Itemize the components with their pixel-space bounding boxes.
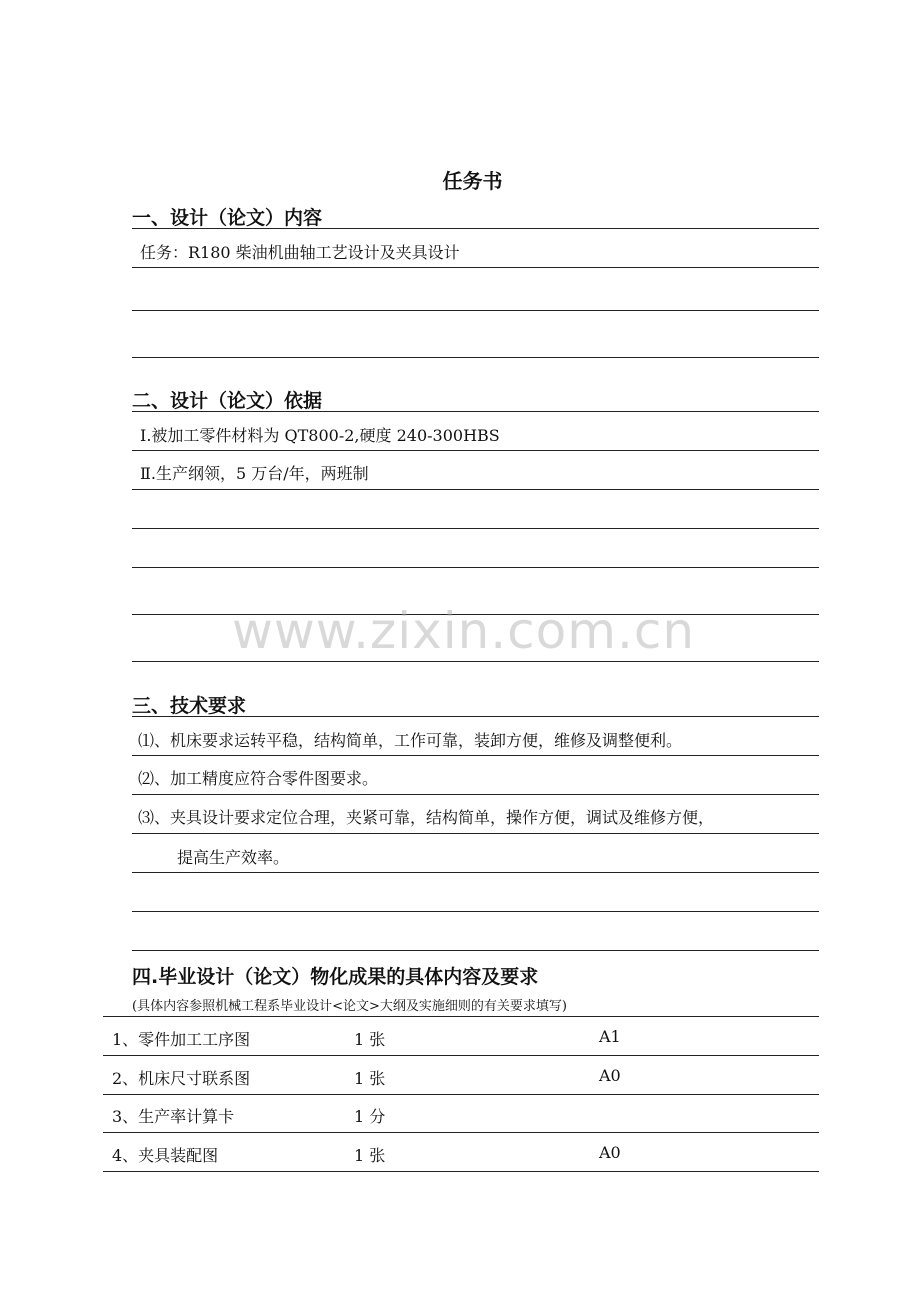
table-bottom-border xyxy=(103,1171,819,1172)
section2-material-line: Ⅰ.被加工零件材料为 QT800-2,硬度 240-300HBS xyxy=(140,426,500,445)
section4-note: (具体内容参照机械工程系毕业设计<论文>大纲及实施细则的有关要求填写) xyxy=(132,999,567,1014)
section3-item-2: ⑵、加工精度应符合零件图要求。 xyxy=(138,769,379,788)
deliverable-quantity: 1 张 xyxy=(354,1069,386,1088)
section3-item-3-continuation: 提高生产效率。 xyxy=(177,848,290,867)
divider xyxy=(132,755,819,756)
table-top-border xyxy=(103,1016,819,1017)
table-row-divider xyxy=(103,1055,819,1056)
deliverable-quantity: 1 张 xyxy=(354,1146,386,1165)
divider xyxy=(132,450,819,451)
divider xyxy=(132,911,819,912)
deliverable-name: 3、生产率计算卡 xyxy=(112,1107,235,1126)
divider xyxy=(132,310,819,311)
divider xyxy=(132,267,819,268)
section4-heading: 四.毕业设计（论文）物化成果的具体内容及要求 xyxy=(132,966,539,988)
divider xyxy=(132,567,819,568)
divider xyxy=(132,833,819,834)
section3-item-3: ⑶、夹具设计要求定位合理，夹紧可靠，结构简单，操作方便，调试及维修方便， xyxy=(138,808,715,827)
divider xyxy=(132,528,819,529)
table-row-divider xyxy=(103,1132,819,1133)
divider xyxy=(132,716,819,717)
divider xyxy=(132,489,819,490)
divider xyxy=(132,872,819,873)
deliverable-paper-size: A1 xyxy=(599,1027,621,1046)
divider xyxy=(132,794,819,795)
deliverable-name: 2、机床尺寸联系图 xyxy=(112,1069,251,1088)
table-row-divider xyxy=(103,1094,819,1095)
section3-heading: 三、技术要求 xyxy=(132,695,247,717)
divider xyxy=(132,411,819,412)
deliverable-paper-size: A0 xyxy=(599,1066,621,1085)
divider xyxy=(132,950,819,951)
section2-heading: 二、设计（论文）依据 xyxy=(132,390,323,412)
deliverable-name: 1、零件加工工序图 xyxy=(112,1030,251,1049)
section1-task-line: 任务：R180 柴油机曲轴工艺设计及夹具设计 xyxy=(140,243,460,262)
divider xyxy=(132,228,819,229)
deliverable-name: 4、夹具装配图 xyxy=(112,1146,219,1165)
section3-item-1: ⑴、机床要求运转平稳，结构简单，工作可靠，装卸方便，维修及调整便利。 xyxy=(138,731,683,750)
divider xyxy=(132,357,819,358)
deliverable-quantity: 1 分 xyxy=(354,1107,386,1126)
document-title: 任务书 xyxy=(442,169,503,193)
watermark: www.zixin.com.cn xyxy=(232,602,696,660)
deliverable-quantity: 1 张 xyxy=(354,1030,386,1049)
divider xyxy=(132,661,819,662)
deliverable-paper-size: A0 xyxy=(599,1143,621,1162)
section1-heading: 一、设计（论文）内容 xyxy=(132,207,323,229)
section2-production-line: Ⅱ.生产纲领，5 万台/年，两班制 xyxy=(140,464,369,483)
